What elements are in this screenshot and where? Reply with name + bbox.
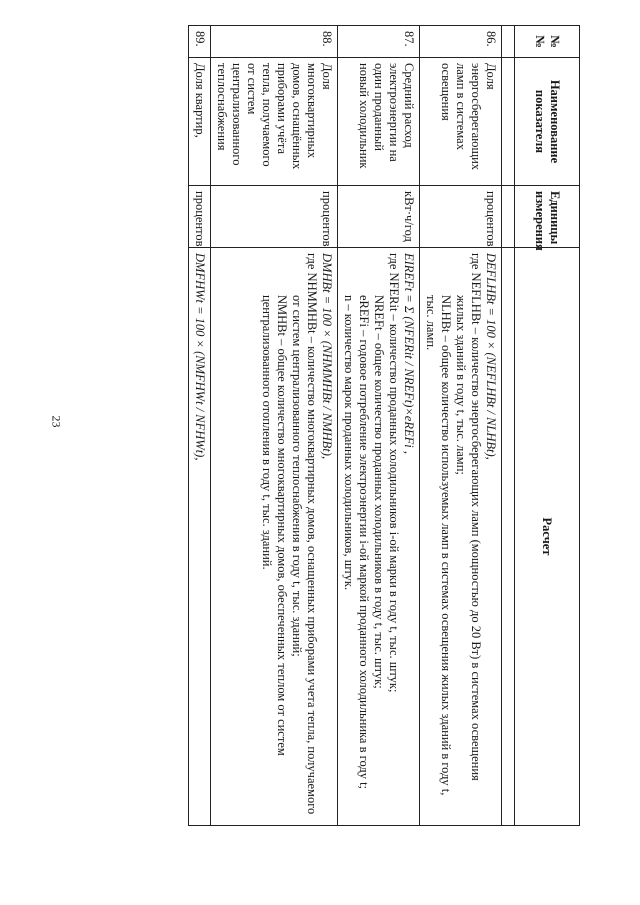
row-unit: процентов	[189, 186, 211, 248]
calc-line: eREFi – годовое потребление электроэнергии i-ой маркой проданного холодильника в году t;	[357, 295, 371, 790]
spacer-row	[502, 26, 515, 826]
row-num: 88.	[211, 26, 338, 58]
page-number: 23	[49, 415, 64, 428]
calc-line: NLHBt – общее количество используемых ламп в системах освещения жилых зданий в году t, тыс. ламп.	[424, 295, 453, 796]
calc-line: NMHBt – общее количество многоквартирных домов, обеспеченных теплом от систем централизованного отопления в году t, тыс. зданий.	[260, 295, 289, 756]
calc-line: где NEFLHBt – количество энергосберегающих ламп (мощностью до 20 Вт) в системах освещения жилых зданий в году t, тыс. ламп;	[454, 253, 483, 781]
row-name: Доля энергосберегающих ламп в системах освещения	[420, 58, 502, 186]
formula: EIREFt = Σ (NFERit / NREFt)×eREFi ,	[402, 253, 416, 454]
row-name: Доля многоквартирных домов, оснащённых приборами учёта тепла, получаемого от систем централизованного теплоснабжения	[211, 58, 338, 186]
row-unit: процентов	[211, 186, 338, 248]
row-calc	[338, 248, 420, 826]
rotated-table-sheet	[110, 25, 580, 825]
calc-line: NREFt – общее количество проданных холодильников в году t, тыс. штук;	[372, 295, 386, 689]
row-calc	[211, 248, 338, 826]
row-name: Доля квартир,	[189, 58, 211, 186]
header-unit: Единицы измерения	[515, 186, 580, 248]
row-name: Средний расход электроэнергии на один проданный новый холодильник	[338, 58, 420, 186]
row-num: 89.	[189, 26, 211, 58]
calc-line: где NHMMHBt – количество многоквартирных домов, оснащенных приборами учета тепла, получаемого от систем централизованного теплоснабжения в году t, тыс. зданий;	[290, 253, 319, 815]
calc-line: где NFERit – количество проданных холодильников i-ой марки в году t, тыс. штук;	[387, 253, 401, 693]
row-calc	[189, 248, 211, 826]
calc-line: n – количество марок проданных холодильников, штук.	[342, 295, 356, 591]
header-num: №№	[515, 26, 580, 58]
row-unit: кВт·ч/год	[338, 186, 420, 248]
formula: DMHBt = 100 × (NHMMHBt / NMHBt),	[320, 253, 334, 460]
row-calc	[420, 248, 502, 826]
row-num: 86.	[420, 26, 502, 58]
table-row	[189, 26, 211, 826]
row-unit: процентов	[420, 186, 502, 248]
indicators-table	[188, 25, 580, 826]
formula: DEFLHBt = 100 × (NEFLHBt / NLHBt),	[484, 253, 498, 460]
header-calc: Расчет	[515, 248, 580, 826]
header-name: Наименование показателя	[515, 58, 580, 186]
table-row	[338, 26, 420, 826]
formula: DMFHWt = 100 × (NMFHWt / NFHWt),	[193, 253, 207, 461]
table-row	[420, 26, 502, 826]
header-row	[515, 26, 580, 826]
row-num: 87.	[338, 26, 420, 58]
table-row	[211, 26, 338, 826]
